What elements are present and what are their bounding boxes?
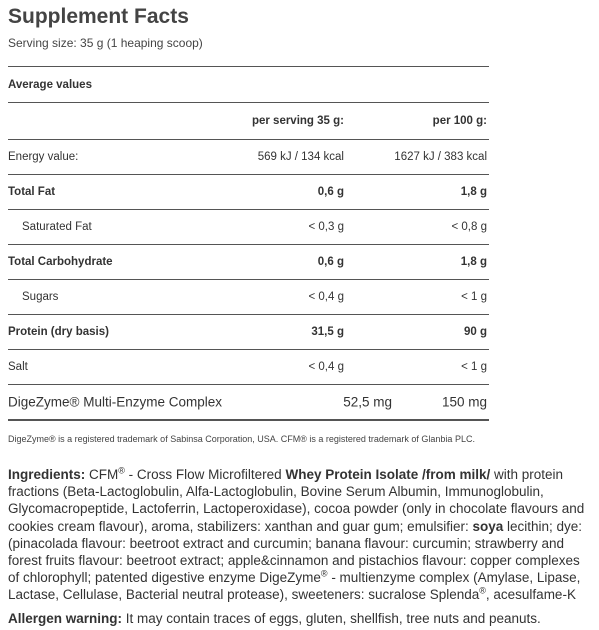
row-per-serving: 31,5 g	[311, 326, 344, 338]
ingredients-part2: with protein fractions (Beta-Lactoglobulin, Alfa-Lactoglobulin, Bovine Serum Albumin, Immunoglobulin, Glycomacropeptide, Lactoferrin, Lactoperoxidase), cocoa powder (only in chocolate flavours and cookies cream flavour), aroma, stabilizers: xanthan and guar gum; emulsifier:	[8, 467, 585, 534]
serving-size: Serving size: 35 g (1 heaping scoop)	[8, 36, 203, 50]
col-header-per-serving: per serving 35 g:	[251, 115, 344, 127]
soya-text: soya	[472, 518, 504, 534]
col-header-per-100g: per 100 g:	[432, 115, 487, 127]
row-per-100g: 150 mg	[441, 394, 487, 410]
table-column-header-row	[8, 103, 489, 140]
table-row	[8, 350, 489, 385]
row-label: Energy value:	[8, 151, 79, 163]
row-label: Salt	[8, 361, 28, 373]
row-label: Saturated Fat	[22, 221, 92, 233]
table-row	[8, 315, 489, 350]
row-per-100g: 1627 kJ / 383 kcal	[394, 151, 487, 163]
table-row	[8, 245, 489, 280]
table-row	[8, 140, 489, 175]
page-title: Supplement Facts	[8, 5, 189, 28]
registered-mark: ®	[479, 585, 486, 596]
supplement-facts-panel	[8, 4, 588, 626]
ingredients-label: Ingredients:	[8, 467, 86, 482]
row-per-serving: 569 kJ / 134 kcal	[257, 151, 344, 163]
row-per-serving: < 0,4 g	[308, 291, 344, 303]
row-per-serving: < 0,3 g	[308, 221, 344, 233]
allergen-warning	[8, 610, 590, 627]
ingredients-part5: , acesulfame-K	[485, 587, 576, 603]
row-per-serving: 52,5 mg	[343, 394, 392, 410]
row-label: Total Fat	[8, 186, 56, 198]
table-section-heading-row	[8, 67, 489, 103]
table-row-enzyme	[8, 385, 489, 421]
row-per-100g: < 1 g	[461, 361, 487, 373]
ingredients-part3: lecithin; dye: (pinacolada flavour: beetroot extract and curcumin; banana flavour: curcumin; strawberry and forest fruits flavour: beetroot extract; apple&cinnamon and pistachios flavour: copper complexes of chlorophyll; patented digestive enzyme DigeZyme	[8, 518, 583, 586]
registered-mark: ®	[118, 465, 125, 476]
cfm-text: CFM	[89, 467, 119, 482]
row-per-serving: 0,6 g	[317, 186, 344, 198]
table-row	[8, 175, 489, 210]
registered-mark: ®	[320, 568, 328, 579]
row-label: Protein (dry basis)	[8, 326, 109, 338]
row-label: DigeZyme® Multi-Enzyme Complex	[8, 394, 222, 410]
trademark-note: DigeZyme® is a registered trademark of Sabinsa Corporation, USA. CFM® is a registered trademark of Glanbia PLC.	[8, 434, 475, 444]
row-label: Total Carbohydrate	[8, 256, 113, 268]
table-row	[8, 280, 489, 315]
ingredients-text	[8, 466, 590, 604]
row-per-100g: < 1 g	[461, 291, 487, 303]
row-label: Sugars	[22, 291, 59, 303]
whey-protein-text: Whey Protein Isolate /from milk/	[285, 467, 491, 482]
nutrition-table	[8, 66, 489, 421]
table-row	[8, 210, 489, 245]
row-per-serving: 0,6 g	[317, 256, 344, 268]
row-per-serving: < 0,4 g	[308, 361, 344, 373]
row-per-100g: < 0,8 g	[451, 221, 487, 233]
allergen-text: It may contain traces of eggs, gluten, shellfish, tree nuts and peanuts.	[122, 611, 541, 626]
row-per-100g: 1,8 g	[460, 256, 487, 268]
section-heading: Average values	[8, 78, 92, 91]
row-per-100g: 1,8 g	[460, 186, 487, 198]
ingredients-part4: - multienzyme complex (Amylase, Lipase, Lactase, Cellulase, Bacterial neutral protease), sweeteners: sucralose Splenda	[8, 570, 581, 603]
ingredients-part1: - Cross Flow Microfiltered	[124, 467, 286, 482]
row-per-100g: 90 g	[463, 326, 487, 338]
allergen-label: Allergen warning:	[8, 611, 123, 626]
